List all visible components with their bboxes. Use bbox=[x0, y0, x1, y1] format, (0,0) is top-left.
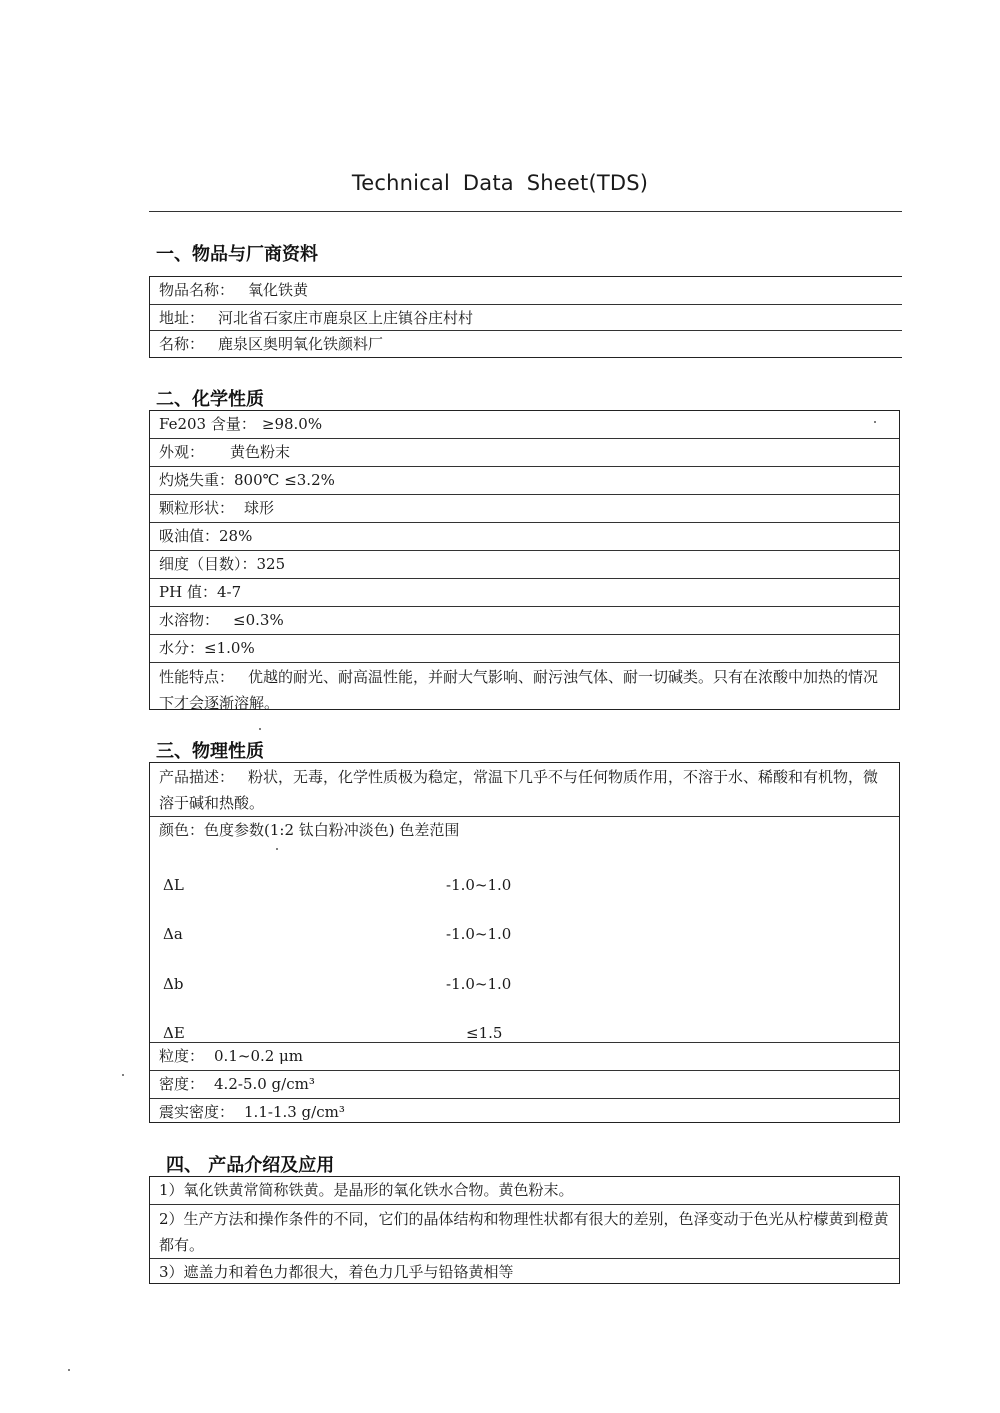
table-row bbox=[150, 331, 902, 357]
row-label: 物品名称： bbox=[159, 281, 235, 299]
product-intro-table bbox=[149, 1176, 900, 1284]
row-label: 细度（目数）： bbox=[159, 555, 257, 573]
table-row-features bbox=[150, 663, 899, 718]
table-row-description bbox=[150, 763, 899, 817]
scan-speck bbox=[68, 1369, 70, 1371]
table-row bbox=[150, 607, 899, 635]
delta-value: ≤1.5 bbox=[466, 1024, 503, 1042]
delta-symbol: Δa bbox=[163, 925, 183, 943]
table-row bbox=[150, 1099, 899, 1126]
row-value: 黄色粉末 bbox=[230, 443, 291, 461]
row-value: 河北省石家庄市鹿泉区上庄镇谷庄村村 bbox=[218, 309, 474, 327]
section3-heading: 三、物理性质 bbox=[156, 741, 264, 762]
row-value: 1.1-1.3 g/cm³ bbox=[244, 1103, 345, 1121]
scan-speck bbox=[259, 728, 261, 730]
delta-value: -1.0~1.0 bbox=[446, 975, 512, 993]
table-row bbox=[150, 1043, 899, 1071]
section4-heading: 四、 产品介绍及应用 bbox=[166, 1155, 335, 1176]
delta-symbol: ΔE bbox=[163, 1024, 185, 1042]
chemical-properties-table bbox=[149, 410, 900, 710]
table-row bbox=[150, 523, 899, 551]
row-label: 吸油值： bbox=[159, 527, 220, 545]
row-label: 灼烧失重： bbox=[159, 471, 235, 489]
row-value: 优越的耐光、耐高温性能，并耐大气影响、耐污浊气体、耐一切碱类。只有在浓酸中加热的情况下才会逐渐溶解。 bbox=[159, 668, 879, 712]
color-header: 颜色：色度参数(1:2 钛白粉冲淡色) 色差范围 bbox=[159, 821, 460, 839]
title-divider bbox=[149, 211, 902, 212]
row-value: 鹿泉区奥明氧化铁颜料厂 bbox=[218, 335, 384, 353]
table-row bbox=[150, 495, 899, 523]
row-value: 4.2-5.0 g/cm³ bbox=[214, 1075, 315, 1093]
list-item: 1）氧化铁黄常简称铁黄。是晶形的氧化铁水合物。黄色粉末。 bbox=[150, 1177, 899, 1205]
row-value: 325 bbox=[256, 555, 286, 573]
row-label: 颗粒形状： bbox=[159, 499, 235, 517]
row-value: 0.1~0.2 μm bbox=[214, 1047, 304, 1065]
table-row bbox=[150, 411, 899, 439]
row-label: 密度： bbox=[159, 1075, 205, 1093]
row-label: 性能特点： bbox=[159, 668, 235, 686]
section2-heading: 二、化学性质 bbox=[156, 389, 264, 410]
physical-properties-table bbox=[149, 762, 900, 1123]
row-value: 800℃ ≤3.2% bbox=[234, 471, 335, 489]
row-value: ≤0.3% bbox=[233, 611, 284, 629]
table-row bbox=[150, 439, 899, 467]
row-value: 球形 bbox=[244, 499, 275, 517]
row-label: 水溶物： bbox=[159, 611, 220, 629]
row-label: 名称： bbox=[159, 335, 205, 353]
row-value: 氧化铁黄 bbox=[248, 281, 309, 299]
row-label: Fe203 含量： bbox=[159, 415, 256, 433]
table-row bbox=[150, 305, 902, 331]
delta-value: -1.0~1.0 bbox=[446, 925, 512, 943]
row-label: 水分： bbox=[159, 639, 205, 657]
delta-symbol: ΔL bbox=[163, 876, 184, 894]
table-row bbox=[150, 635, 899, 663]
table-row bbox=[150, 1071, 899, 1099]
table-row bbox=[150, 277, 902, 305]
list-item: 3）遮盖力和着色力都很大，着色力几乎与铅铬黄相等 bbox=[159, 1263, 514, 1281]
list-item: 2）生产方法和操作条件的不同，它们的晶体结构和物理性状都有很大的差别，色泽变动于色光从柠檬黄到橙黄都有。 bbox=[150, 1205, 899, 1259]
row-label: 震实密度： bbox=[159, 1103, 235, 1121]
scan-speck bbox=[122, 1074, 124, 1076]
row-label: PH 值： bbox=[159, 583, 217, 601]
row-label: 产品描述： bbox=[159, 768, 235, 786]
table-row bbox=[150, 467, 899, 495]
row-label: 地址： bbox=[159, 309, 205, 327]
manufacturer-info-table bbox=[149, 276, 902, 358]
delta-value: -1.0~1.0 bbox=[446, 876, 512, 894]
row-value: 粉状，无毒，化学性质极为稳定，常温下几乎不与任何物质作用，不溶于水、稀酸和有机物，微溶于碱和热酸。 bbox=[159, 768, 879, 812]
row-value: 4-7 bbox=[216, 583, 242, 601]
delta-symbol: Δb bbox=[163, 975, 184, 993]
section1-heading: 一、物品与厂商资料 bbox=[156, 244, 318, 265]
row-value: 28% bbox=[219, 527, 253, 545]
scan-speck bbox=[874, 421, 876, 423]
row-label: 外观： bbox=[159, 443, 205, 461]
row-value: ≤1.0% bbox=[204, 639, 255, 657]
row-label: 粒度： bbox=[159, 1047, 205, 1065]
color-parameters-block bbox=[150, 817, 899, 1043]
document-title: Technical Data Sheet(TDS) bbox=[351, 171, 649, 195]
table-row bbox=[150, 551, 899, 579]
table-row bbox=[150, 579, 899, 607]
row-value: ≥98.0% bbox=[261, 415, 323, 433]
scan-speck bbox=[276, 848, 278, 850]
